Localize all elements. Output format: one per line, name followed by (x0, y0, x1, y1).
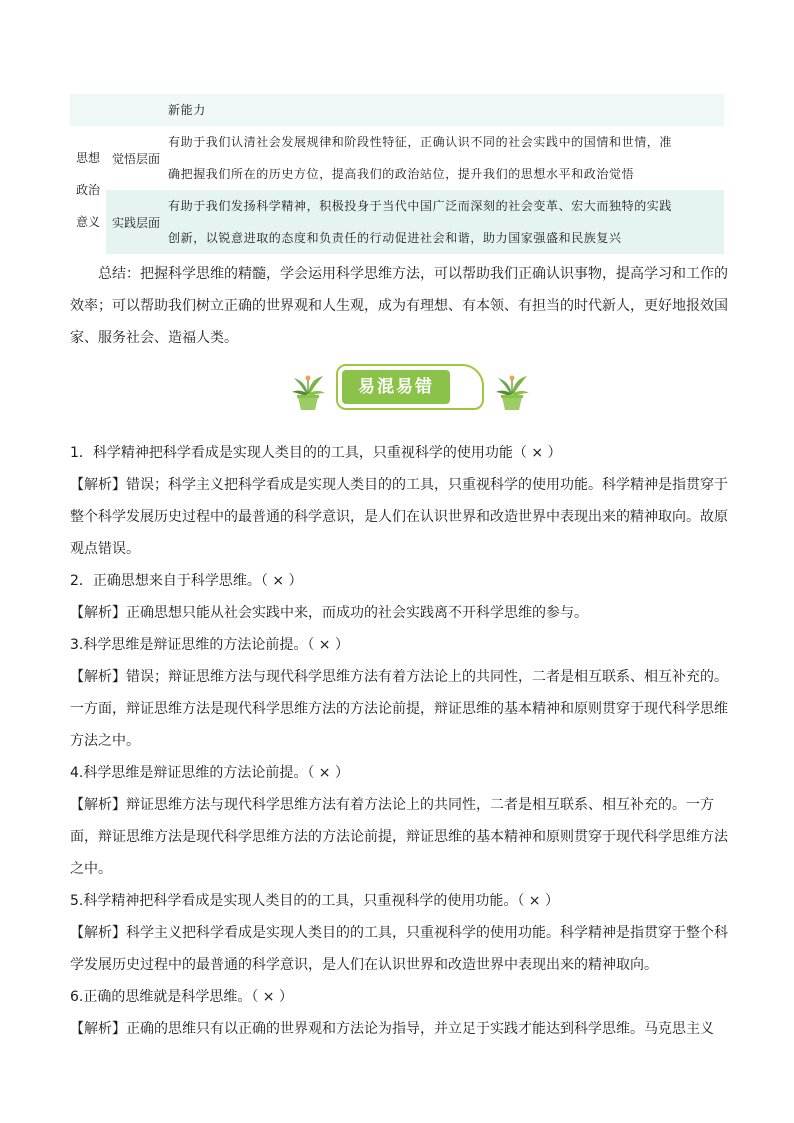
item-question: 4.科学思维是辩证思维的方法论前提。（ × ） (70, 765, 349, 781)
summary-paragraph: 总结：把握科学思维的精髓，学会运用科学思维方法，可以帮助我们正确认识事物，提高学习和工作的效率；可以帮助我们树立正确的世界观和人生观，成为有理想、有本领、有担当的时代新人，更好地报效国家、服务社会、造福人类。 (70, 266, 728, 346)
table-level-label: 觉悟层面 (111, 151, 160, 166)
item-question: 3.科学思维是辩证思维的方法论前提。（ × ） (70, 637, 349, 653)
political-significance-table (70, 94, 724, 254)
list-item (70, 565, 730, 629)
table-level-label: 实践层面 (106, 190, 166, 254)
analysis-tag: 【解析】 (70, 925, 126, 941)
analysis-text: 科学主义把科学看成是实现人类目的的工具，只重视科学的使用功能。科学精神是指贯穿于整个科学发展历史过程中的最普通的科学意识，是人们在认识世界和改造世界中表现出来的精神取向。 (70, 925, 728, 973)
list-item (70, 885, 730, 981)
table-content-line: 有助于我们认清社会发展规律和阶段性特征，正确认识不同的社会实践中的国情和世情，准 (168, 135, 673, 149)
analysis-text: 辩证思维方法与现代科学思维方法有着方法论上的共同性，二者是相互联系、相互补充的。一方面，辩证思维方法是现代科学思维方法的方法论前提，辩证思维的基本精神和原则贯穿于现代科学思维方法之中。 (70, 797, 728, 877)
row-header-line: 思想 (75, 151, 100, 165)
banner-title: 易混易错 (342, 370, 450, 404)
item-analysis (70, 789, 730, 885)
item-question: 6.正确的思维就是科学思维。（ × ） (70, 989, 293, 1005)
item-analysis (70, 597, 730, 629)
table-content-line: 有助于我们发扬科学精神，积极投身于当代中国广泛而深刻的社会变革、宏大而独特的实践 (168, 199, 673, 213)
item-question: 1．科学精神把科学看成是实现人类目的的工具，只重视科学的使用功能（ × ） (70, 445, 562, 461)
table-content-line: 创新，以锐意进取的态度和负责任的行动促进社会和谐，助力国家强盛和民族复兴 (168, 231, 622, 245)
list-item (70, 981, 730, 1045)
table-row-header (70, 126, 106, 254)
potted-plant-icon (290, 372, 326, 412)
item-analysis (70, 1013, 730, 1045)
item-question: 2．正确思想来自于科学思维。（ × ） (70, 573, 303, 589)
analysis-text: 正确思想只能从社会实践中来，而成功的社会实践离不开科学思维的参与。 (126, 605, 588, 621)
analysis-tag: 【解析】 (70, 669, 126, 685)
analysis-text: 正确的思维只有以正确的世界观和方法论为指导，并立足于实践才能达到科学思维。马克思主义 (126, 1021, 714, 1037)
item-question: 5.科学精神把科学看成是实现人类目的的工具，只重视科学的使用功能。（ × ） (70, 893, 559, 909)
list-item (70, 437, 730, 565)
analysis-tag: 【解析】 (70, 1021, 126, 1037)
table-cell-empty (70, 94, 106, 126)
table-cell-continued: 新能力 (166, 94, 724, 126)
item-analysis (70, 917, 730, 981)
analysis-text: 错误；科学主义把科学看成是实现人类目的的工具，只重视科学的使用功能。科学精神是指贯穿于整个科学发展历史过程中的最普通的科学意识，是人们在认识世界和改造世界中表现出来的精神取向。故原观点错误。 (70, 477, 728, 557)
table-level-content (166, 190, 724, 254)
potted-plant-icon (494, 372, 530, 412)
analysis-tag: 【解析】 (70, 605, 126, 621)
error-items-list (70, 437, 730, 1045)
analysis-text: 错误；辩证思维方法与现代科学思维方法有着方法论上的共同性，二者是相互联系、相互补充的。一方面，辩证思维方法是现代科学思维方法的方法论前提，辩证思维的基本精神和原则贯穿于现代科学思维方法之中。 (70, 669, 728, 749)
item-analysis (70, 469, 730, 565)
section-banner (290, 364, 530, 414)
analysis-tag: 【解析】 (70, 797, 126, 813)
row-header-line: 意义 (75, 215, 100, 229)
list-item (70, 757, 730, 885)
row-header-line: 政治 (75, 183, 100, 197)
table-cell-empty (106, 94, 166, 126)
analysis-tag: 【解析】 (70, 477, 126, 493)
item-analysis (70, 661, 730, 757)
table-content-line: 确把握我们所在的历史方位，提高我们的政治站位，提升我们的思想水平和政治觉悟 (168, 167, 635, 181)
table-level-content (166, 126, 724, 190)
list-item (70, 629, 730, 757)
